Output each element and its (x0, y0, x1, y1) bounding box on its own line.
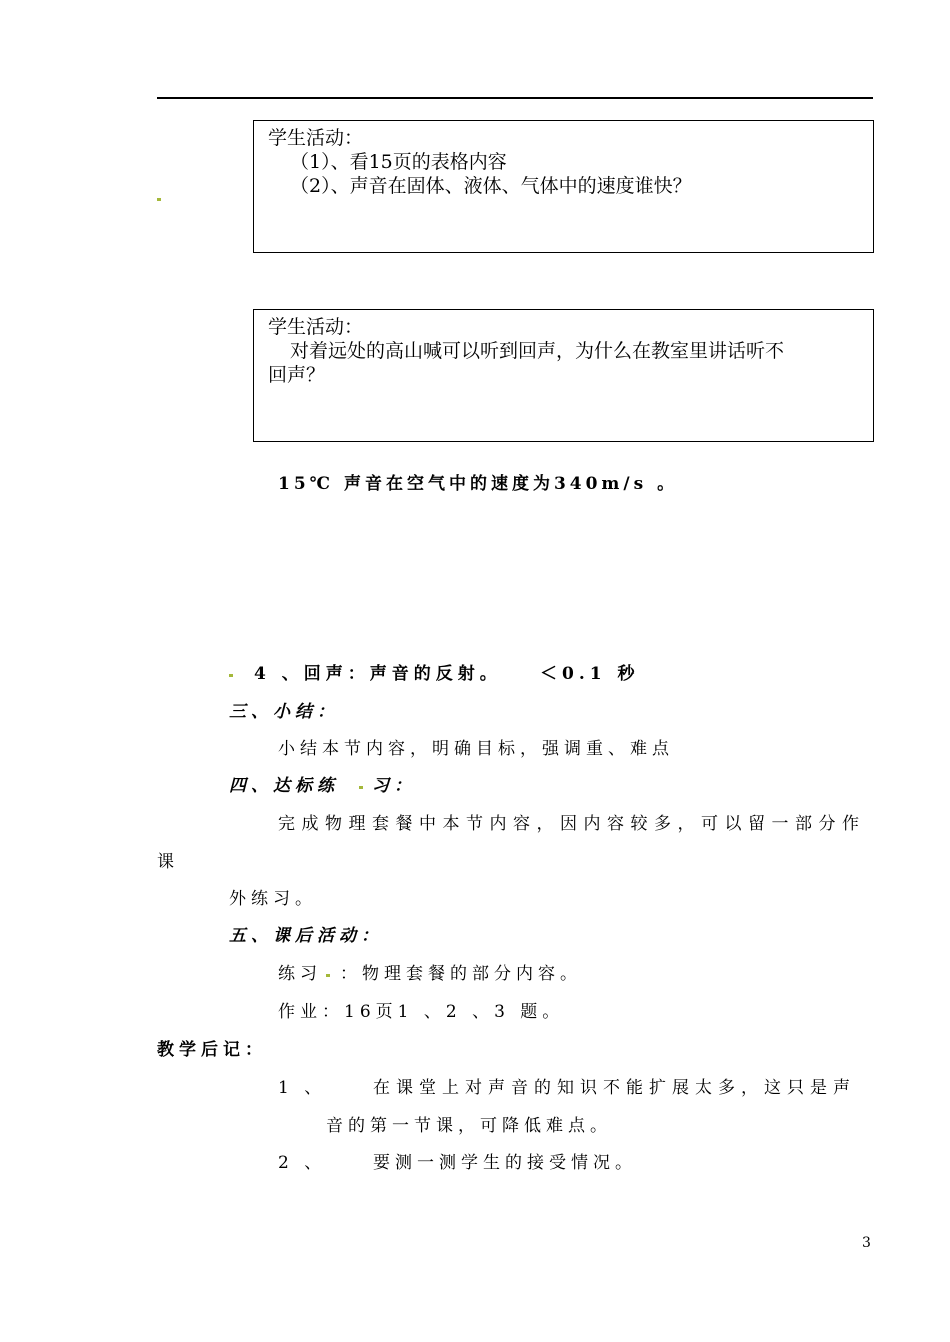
reflection-item1-num: 1 、 (278, 1078, 327, 1098)
after-class-line2: 作业：16页1 、2 、3 题。 (278, 1002, 565, 1022)
highlight-mark (157, 198, 161, 201)
practice-text-3: 外练习。 (229, 889, 317, 909)
page-number: 3 (862, 1235, 871, 1251)
box2-line1: 对着远处的高山喊可以听到回声，为什么在教室里讲话听不 (290, 340, 785, 362)
reflection-item2-text: 要测一测学生的接受情况。 (373, 1153, 637, 1173)
echo-value: ＜0.1 秒 (540, 664, 640, 684)
header-rule (157, 97, 873, 99)
summary-heading: 三、小结： (229, 702, 339, 722)
echo-label: 4 、回声：声音的反射。 (254, 664, 502, 684)
practice-text-2: 课 (157, 852, 179, 872)
after-class-line1-a: 练习 (278, 964, 322, 984)
practice-heading-a: 四、达标练 (229, 776, 339, 796)
reflection-item2-num: 2 、 (278, 1153, 327, 1173)
after-class-line1-b: ：物理套餐的部分内容。 (340, 964, 582, 984)
box1-line2: （2）、声音在固体、液体、气体中的速度谁快？ (290, 175, 692, 197)
box1-line1: （1）、看15页的表格内容 (290, 151, 507, 173)
speed-fact: 15℃ 声音在空气中的速度为340m/s 。 (278, 474, 679, 494)
reflection-heading: 教学后记： (157, 1040, 267, 1060)
after-class-heading: 五、课后活动： (229, 926, 383, 946)
practice-text-1: 完成物理套餐中本节内容，因内容较多，可以留一部分作 (278, 814, 866, 834)
highlight-mark (229, 674, 233, 677)
box2-title: 学生活动： (268, 316, 364, 338)
practice-heading-b: 习： (372, 776, 416, 796)
box2-line2: 回声？ (268, 364, 326, 386)
highlight-mark (326, 974, 330, 977)
summary-text: 小结本节内容，明确目标，强调重、难点 (278, 739, 674, 759)
reflection-item1-text: 在课堂上对声音的知识不能扩展太多，这只是声 (373, 1078, 856, 1098)
highlight-mark (359, 786, 363, 789)
box1-title: 学生活动： (268, 127, 364, 149)
reflection-item1-cont: 音的第一节课，可降低难点。 (326, 1116, 612, 1136)
